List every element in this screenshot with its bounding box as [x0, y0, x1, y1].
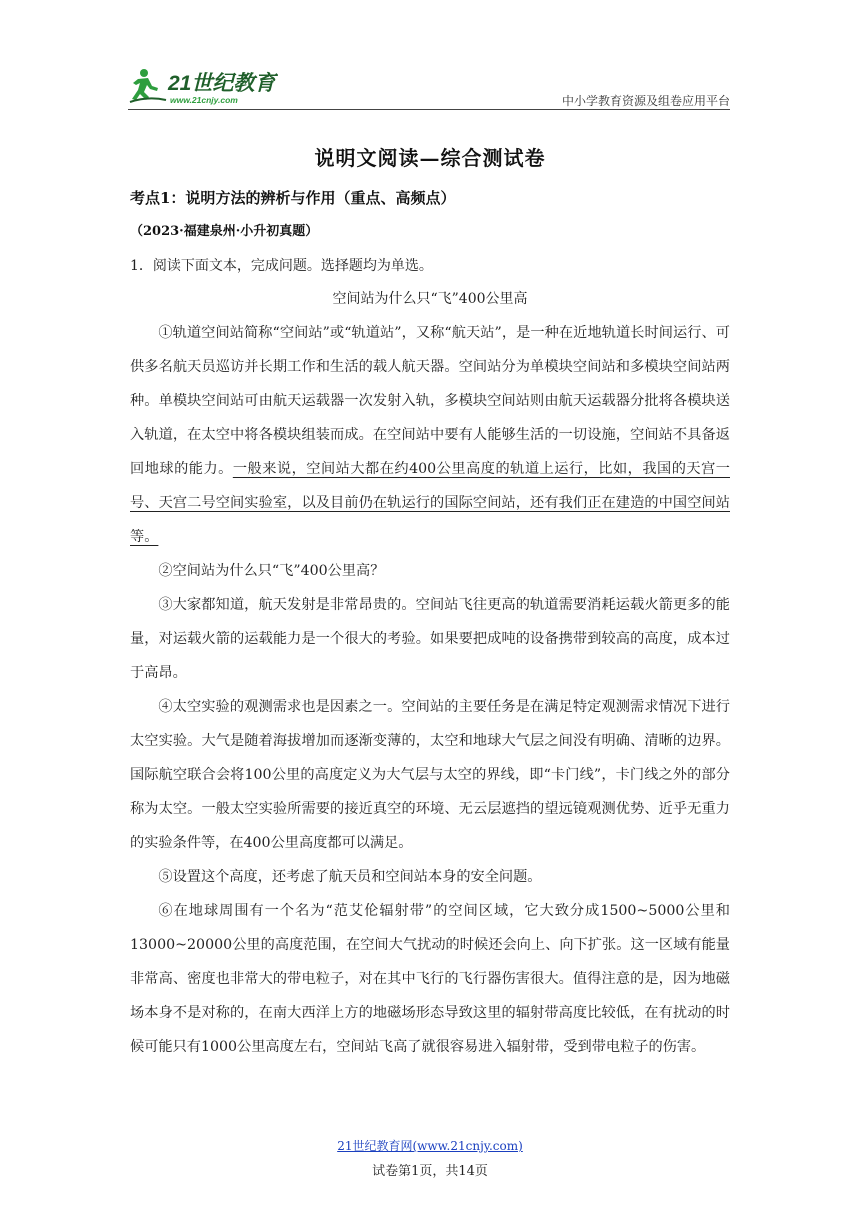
paragraph-text: ⑥在地球周围有一个名为“范艾伦辐射带”的空间区域，它大致分成1500~5000公里和13000~20000公里的高度范围，在空间大气扰动的时候还会向上、向下扩张。这一区域有能量非常高、密度也非常大的带电粒子，对在其中飞行的飞行器伤害很大。值得注意的是，因为地磁场本身不是对称的，在南大西洋上方的地磁场形态导致这里的辐射带高度比较低，在有扰动的时候可能只有1000公里高度左右，空间站飞高了就很容易进入辐射带，受到带电粒子的伤害。: [130, 903, 730, 1055]
paragraph-text: ③大家都知道，航天发射是非常昂贵的。空间站飞往更高的轨道需要消耗运载火箭更多的能量，对运载火箭的运载能力是一个很大的考验。如果要把成吨的设备携带到较高的高度，成本过于高昂。: [130, 597, 730, 681]
paragraph-text: ④太空实验的观测需求也是因素之一。空间站的主要任务是在满足特定观测需求情况下进行太空实验。大气是随着海拔增加而逐渐变薄的，太空和地球大气层之间没有明确、清晰的边界。国际航空联合会将100公里的高度定义为大气层与太空的界线，即“卡门线”，卡门线之外的部分称为太空。一般太空实验所需要的接近真空的环境、无云层遮挡的望远镜观测优势、近乎无重力的实验条件等，在400公里高度都可以满足。: [130, 699, 730, 851]
paragraph-3: [130, 588, 730, 690]
platform-name: 中小学教育资源及组卷应用平台: [561, 94, 730, 108]
article-body: [130, 316, 730, 1064]
article-title: 空间站为什么只“飞”400公里高: [332, 291, 528, 307]
paragraph-5: [130, 860, 730, 894]
logo-text: 21世纪教育: [168, 72, 276, 95]
page-number: 试卷第1页，共14页: [372, 1164, 488, 1179]
paragraph-2: [130, 554, 730, 588]
paragraph-text: ②空间站为什么只“飞”400公里高？: [158, 563, 385, 579]
running-figure-icon: [128, 66, 278, 108]
footer-site-link[interactable]: 21世纪教育网(www.21cnjy.com): [337, 1139, 523, 1153]
document-title: 说明文阅读—综合测试卷: [314, 146, 546, 170]
paragraph-text: ⑤设置这个高度，还考虑了航天员和空间站本身的安全问题。: [158, 869, 542, 885]
question-source: （2023·福建泉州·小升初真题）: [130, 224, 319, 239]
paragraph-text: ①轨道空间站简称“空间站”或“轨道站”，又称“航天站”，是一种在近地轨道长时间运行、可供多名航天员巡访并长期工作和生活的载人航天器。空间站分为单模块空间站和多模块空间站两种。单模块空间站可由航天运载器一次发射入轨，多模块空间站则由航天运载器分批将各模块送入轨道，在太空中将各模块组装而成。在空间站中要有人能够生活的一切设施，空间站不具备返回地球的能力。: [130, 325, 730, 477]
logo-url: www.21cnjy.com: [170, 95, 238, 105]
header-divider: [128, 109, 730, 110]
question-prompt: 1．阅读下面文本，完成问题。选择题均为单选。: [130, 258, 433, 274]
paragraph-1: [130, 316, 730, 554]
site-logo[interactable]: [128, 66, 278, 106]
paragraph-6: [130, 894, 730, 1064]
underlined-sentence: 一般来说，空间站大都在约400公里高度的轨道上运行，比如，我国的天宫一号、天宫二号空间实验室，以及目前仍在轨运行的国际空间站，还有我们正在建造的中国空间站等。: [130, 461, 730, 545]
page-header: [128, 66, 730, 110]
section-heading: 考点1：说明方法的辨析与作用（重点、高频点）: [130, 189, 456, 207]
paragraph-4: [130, 690, 730, 860]
